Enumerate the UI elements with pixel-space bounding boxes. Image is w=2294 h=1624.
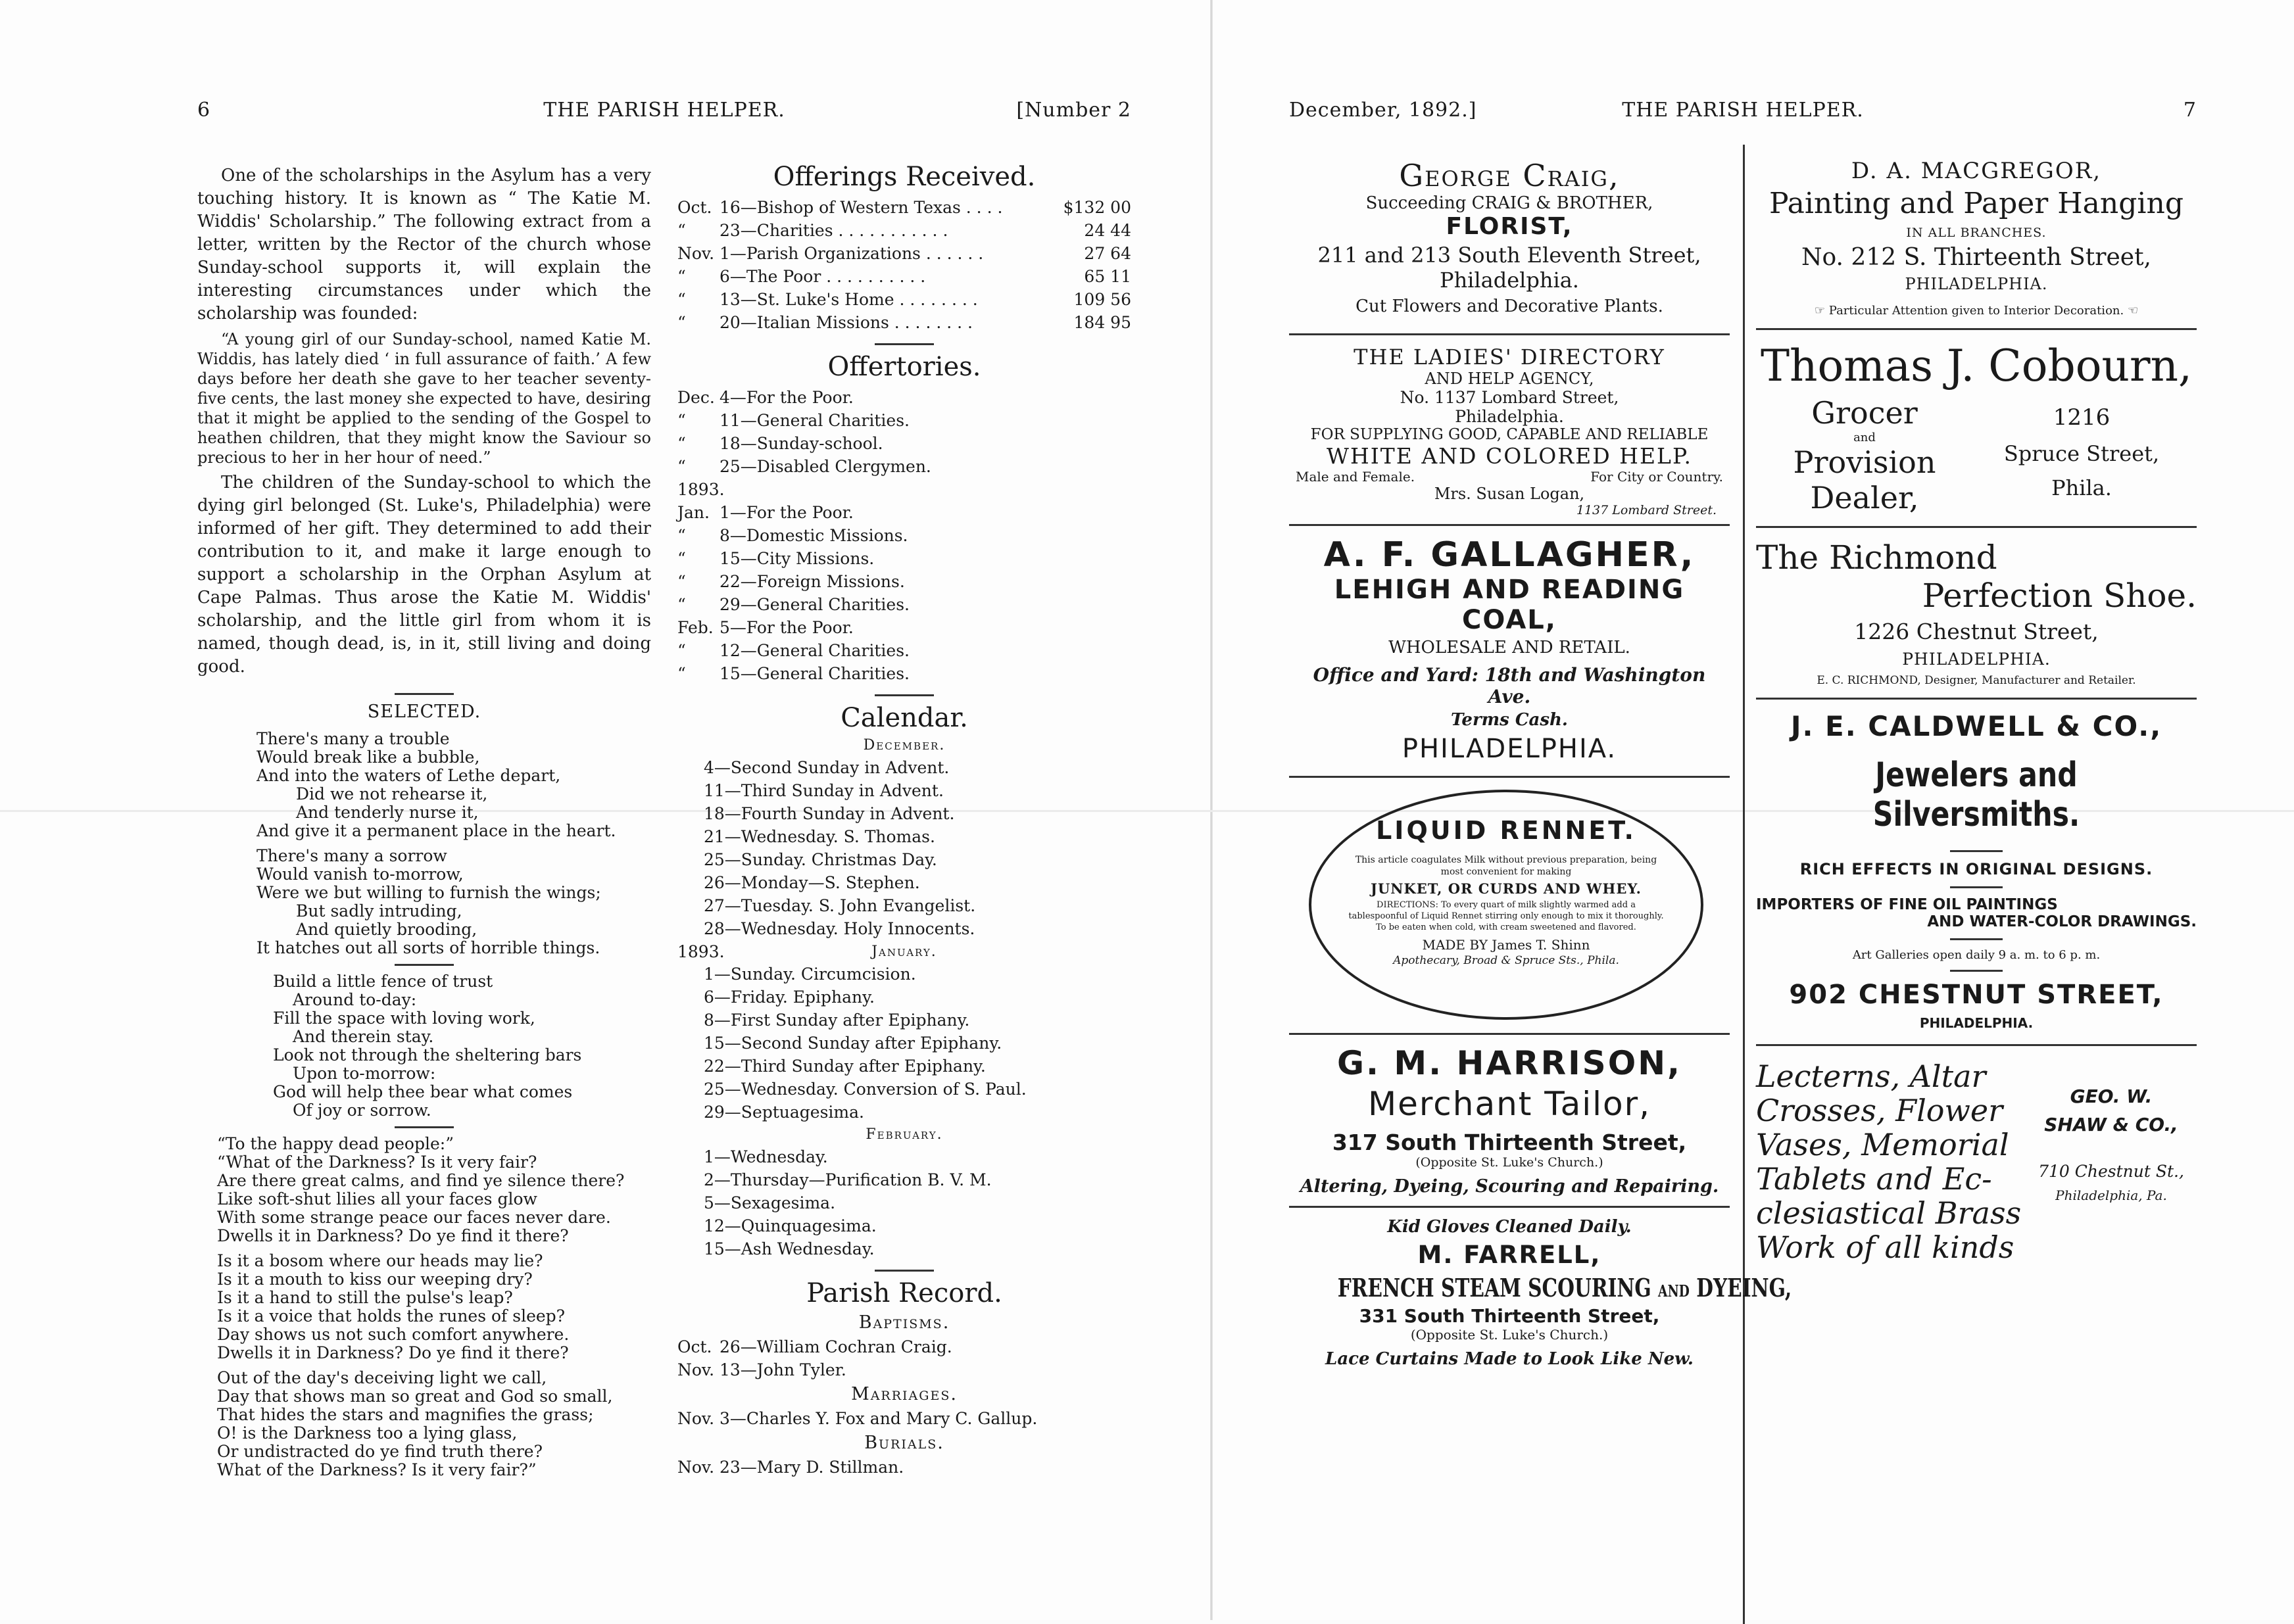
cobourn-provision: Provision bbox=[1793, 444, 1936, 480]
row-item: 1—For the Poor. bbox=[720, 503, 854, 522]
macgregor-branches: IN ALL BRANCHES. bbox=[1906, 226, 2047, 240]
farrell-gloves: Kid Gloves Cleaned Daily. bbox=[1387, 1217, 1632, 1237]
farrell-opposite: (Opposite St. Luke's Church.) bbox=[1410, 1327, 1609, 1343]
ad-rule bbox=[1756, 698, 2197, 700]
row-amount: 65 11 bbox=[1084, 267, 1131, 286]
poem-line: Is it a voice that holds the runes of sleep? bbox=[217, 1306, 566, 1325]
shaw-name1: GEO. W. bbox=[2070, 1086, 2153, 1107]
ads-column-left bbox=[1289, 158, 1792, 1369]
harrison-services: Altering, Dyeing, Scouring and Repairing. bbox=[1300, 1176, 1719, 1197]
issue-number: [Number 2 bbox=[1016, 99, 1131, 122]
calendar-entry: 8—First Sunday after Epiphany. bbox=[704, 1011, 970, 1030]
list-item bbox=[677, 432, 1131, 455]
baptisms-list bbox=[677, 1335, 1131, 1381]
craig-trade: FLORIST, bbox=[1446, 213, 1573, 240]
craig-address: 211 and 213 South Eleventh Street, bbox=[1317, 243, 1701, 268]
richmond-line2: Perfection Shoe. bbox=[1922, 577, 2197, 615]
gallagher-office: Office and Yard: 18th and Washington Ave. bbox=[1313, 664, 1706, 707]
list-item bbox=[677, 616, 1131, 639]
caldwell-ad bbox=[1756, 710, 2197, 1031]
row-month: 1893. bbox=[677, 480, 725, 499]
row-month: Oct. bbox=[677, 1337, 712, 1356]
caldwell-trade: Jewelers and Silversmiths. bbox=[1872, 755, 2080, 834]
calendar-entry: 25—Wednesday. Conversion of S. Paul. bbox=[704, 1080, 1027, 1099]
poem-stanza-3 bbox=[197, 972, 651, 1120]
left-page bbox=[197, 99, 1131, 1479]
poem-line: Like soft-shut lilies all your faces glow bbox=[217, 1189, 537, 1208]
right-page-title: THE PARISH HELPER. bbox=[1622, 99, 1864, 122]
caldwell-name: J. E. CALDWELL & CO., bbox=[1790, 710, 2162, 742]
poem-line: Dwells it in Darkness? Do ye find it there? bbox=[217, 1343, 569, 1362]
craig-ad bbox=[1289, 158, 1730, 316]
farrell-ad bbox=[1289, 1217, 1792, 1369]
row-amount: 27 64 bbox=[1084, 244, 1131, 263]
calendar-entry: 22—Third Sunday after Epiphany. bbox=[704, 1057, 986, 1076]
cobourn-grocer: Grocer bbox=[1811, 395, 1918, 431]
row-item: 4—For the Poor. bbox=[720, 388, 854, 407]
calendar-entry: 25—Sunday. Christmas Day. bbox=[704, 850, 937, 869]
poem-line: Is it a mouth to kiss our weeping dry? bbox=[217, 1270, 533, 1289]
row-amount: 184 95 bbox=[1073, 313, 1131, 332]
shaw-address: 710 Chestnut St., bbox=[2038, 1162, 2184, 1181]
calendar-entry: 6—Friday. Epiphany. bbox=[704, 988, 875, 1007]
list-item bbox=[677, 547, 1131, 570]
rennet-apothecary: Apothecary, Broad & Spruce Sts., Phila. bbox=[1393, 954, 1619, 967]
macgregor-name: D. A. MACGREGOR, bbox=[1851, 158, 2102, 184]
caldwell-address: 902 CHESTNUT STREET, bbox=[1789, 980, 2164, 1010]
pointing-hand-icon: ☜ bbox=[2127, 304, 2139, 318]
poem-line: Or undistracted do ye find truth there? bbox=[217, 1442, 543, 1461]
poem-line: “What of the Darkness? Is it very fair? bbox=[217, 1153, 537, 1172]
rennet-ad bbox=[1289, 790, 1730, 1026]
cobourn-number: 1216 bbox=[2053, 404, 2111, 431]
ladies-help: WHITE AND COLORED HELP. bbox=[1327, 443, 1692, 469]
row-month: Nov. bbox=[677, 244, 715, 263]
list-item bbox=[677, 1335, 1131, 1358]
shaw-city: Philadelphia, Pa. bbox=[2055, 1187, 2167, 1203]
row-item: 29—General Charities. bbox=[720, 595, 910, 614]
row-item: 6—The Poor . . . . . . . . . . bbox=[720, 267, 926, 286]
ladies-supply: FOR SUPPLYING GOOD, CAPABLE AND RELIABLE bbox=[1310, 426, 1709, 443]
divider bbox=[875, 694, 934, 696]
gallagher-sale: WHOLESALE AND RETAIL. bbox=[1388, 638, 1630, 657]
calendar-entry: 1—Wednesday. bbox=[704, 1147, 828, 1166]
calendar-january bbox=[677, 963, 1131, 1124]
gallagher-terms: Terms Cash. bbox=[1451, 710, 1568, 730]
calendar-entry: 4—Second Sunday in Advent. bbox=[704, 758, 950, 777]
harrison-ad bbox=[1289, 1044, 1730, 1197]
offertories-list bbox=[677, 386, 1131, 685]
craig-succeeding: Succeeding CRAIG & BROTHER, bbox=[1365, 193, 1653, 213]
richmond-ad bbox=[1756, 538, 2197, 687]
row-item: 13—St. Luke's Home . . . . . . . . bbox=[720, 290, 978, 309]
calendar-entry: 29—Septuagesima. bbox=[704, 1103, 864, 1122]
ad-rule bbox=[1289, 776, 1730, 778]
row-item: 15—City Missions. bbox=[720, 549, 875, 568]
row-month: “ bbox=[677, 664, 686, 683]
ladies-address: No. 1137 Lombard Street, bbox=[1400, 388, 1619, 407]
list-item bbox=[677, 265, 1131, 288]
poem-line: There's many a trouble bbox=[256, 729, 450, 748]
poem-line: What of the Darkness? Is it very fair?” bbox=[217, 1460, 537, 1479]
poem-line: Upon to-morrow: bbox=[293, 1064, 436, 1083]
offerings-list bbox=[677, 196, 1131, 334]
divider bbox=[875, 343, 934, 345]
poem-line: Look not through the sheltering bars bbox=[273, 1045, 582, 1064]
parish-record-heading: Parish Record. bbox=[806, 1278, 1002, 1308]
calendar-entry: 5—Sexagesima. bbox=[704, 1193, 836, 1212]
list-item bbox=[677, 242, 1131, 265]
shaw-ad bbox=[1756, 1059, 2197, 1264]
ads-column-right bbox=[1756, 158, 2197, 1264]
gallagher-ad bbox=[1289, 535, 1730, 764]
cobourn-dealer: Dealer, bbox=[1810, 480, 1919, 515]
selected-heading: SELECTED. bbox=[367, 702, 481, 722]
row-month: “ bbox=[677, 290, 686, 309]
harrison-trade: Merchant Tailor, bbox=[1367, 1085, 1651, 1123]
shaw-line: clesiastical Brass bbox=[1756, 1195, 2022, 1231]
ladies-city: Philadelphia. bbox=[1455, 407, 1564, 426]
calendar-year: 1893. bbox=[677, 942, 725, 961]
calendar-entry: 21—Wednesday. S. Thomas. bbox=[704, 827, 935, 846]
list-item bbox=[677, 501, 1131, 524]
scholarship-intro: One of the scholarships in the Asylum has a very touching history. It is known as “ The Katie M. Widdis' Scholarship.” The following extract from a letter, written by the Rector of the church whose Sunday-school supports it, will explain the interesting circumstances under which the scholarship was founded: bbox=[197, 166, 651, 323]
column-rule bbox=[1743, 145, 1745, 1624]
rennet-title: LIQUID RENNET. bbox=[1376, 816, 1636, 845]
calendar-entry: 11—Third Sunday in Advent. bbox=[704, 781, 944, 800]
row-item: 25—Disabled Clergymen. bbox=[720, 457, 931, 476]
list-item bbox=[677, 478, 1131, 501]
shaw-list bbox=[1756, 1059, 2026, 1264]
shaw-line: Tablets and Ec- bbox=[1756, 1161, 1992, 1197]
poem-line: And tenderly nurse it, bbox=[296, 803, 479, 822]
row-item: 26—William Cochran Craig. bbox=[720, 1337, 952, 1356]
row-item: 20—Italian Missions . . . . . . . . bbox=[720, 313, 973, 332]
divider bbox=[395, 964, 454, 966]
poem-line: And quietly brooding, bbox=[296, 920, 477, 939]
macgregor-trade: Painting and Paper Hanging bbox=[1769, 187, 2184, 220]
row-month: Feb. bbox=[677, 618, 714, 637]
poem-line: Dwells it in Darkness? Do ye find it there? bbox=[217, 1226, 569, 1245]
poem-line: Did we not rehearse it, bbox=[296, 784, 488, 803]
row-amount: 24 44 bbox=[1084, 221, 1131, 240]
ad-rule bbox=[1756, 328, 2197, 330]
rennet-directions: DIRECTIONS: To every quart of milk slightly warmed add a tablespoonful of Liquid Rennet stirring only enough to mix it thoroughly. To be eaten when cold, with cream sweetened and flavored. bbox=[1348, 900, 1664, 932]
poem-line: There's many a sorrow bbox=[256, 846, 447, 865]
poem-line: With some strange peace our faces never dare. bbox=[217, 1208, 611, 1227]
list-item bbox=[677, 288, 1131, 311]
poem-line: That hides the stars and magnifies the grass; bbox=[217, 1405, 594, 1424]
list-item bbox=[677, 196, 1131, 219]
row-item: 16—Bishop of Western Texas . . . . bbox=[720, 198, 1003, 217]
burials-label: Burials. bbox=[864, 1433, 944, 1453]
poem-line: Are there great calms, and find ye silence there? bbox=[217, 1171, 625, 1190]
poem-line: “To the happy dead people:” bbox=[217, 1134, 454, 1153]
poem-line: Day shows us not such comfort anywhere. bbox=[217, 1325, 570, 1344]
poem-line: And into the waters of Lethe depart, bbox=[256, 766, 561, 785]
poem-line: Day that shows man so great and God so small, bbox=[217, 1387, 613, 1406]
row-month: “ bbox=[677, 595, 686, 614]
caldwell-importers1: IMPORTERS OF FINE OIL PAINTINGS bbox=[1756, 896, 2058, 913]
divider bbox=[395, 1126, 454, 1128]
rennet-junket: JUNKET, OR CURDS AND WHEY. bbox=[1371, 880, 1642, 897]
ladies-directory-ad bbox=[1289, 345, 1730, 517]
poem-line: But sadly intruding, bbox=[296, 901, 462, 920]
marriages-label: Marriages. bbox=[851, 1384, 958, 1404]
right-column bbox=[677, 158, 1131, 1479]
row-month: “ bbox=[677, 572, 686, 591]
row-item: 3—Charles Y. Fox and Mary C. Gallup. bbox=[720, 1409, 1038, 1428]
poem-line: Would break like a bubble, bbox=[256, 748, 480, 767]
row-month: Oct. bbox=[677, 198, 712, 217]
row-month: “ bbox=[677, 221, 686, 240]
row-month: Nov. bbox=[677, 1409, 715, 1428]
caldwell-importers2: AND WATER-COLOR DRAWINGS. bbox=[1927, 913, 2197, 930]
cobourn-ad: Thomas J. Cobourn, Grocer and Provision Dealer, 1216 Spruce Street, Phila. bbox=[1756, 341, 2197, 515]
row-item: 18—Sunday-school. bbox=[720, 434, 883, 453]
left-column bbox=[197, 164, 651, 1479]
calendar-entry: 18—Fourth Sunday in Advent. bbox=[704, 804, 955, 823]
macgregor-note: ☞ Particular Attention given to Interior Decoration. ☜ bbox=[1814, 304, 2139, 318]
shaw-line: Lecterns, Altar bbox=[1756, 1059, 1986, 1094]
ad-rule bbox=[1756, 1044, 2197, 1046]
cobourn-name: Thomas J. Cobourn, bbox=[1760, 341, 2193, 391]
macgregor-city: PHILADELPHIA. bbox=[1905, 275, 2048, 293]
row-month: “ bbox=[677, 267, 686, 286]
list-item bbox=[677, 662, 1131, 685]
row-month: “ bbox=[677, 549, 686, 568]
issue-date: December, 1892.] bbox=[1289, 99, 1477, 122]
poem-stanza-1 bbox=[197, 730, 651, 840]
richmond-line1: The Richmond bbox=[1756, 538, 1997, 577]
farrell-name: M. FARRELL, bbox=[1417, 1241, 1601, 1269]
farrell-lace: Lace Curtains Made to Look Like New. bbox=[1325, 1349, 1694, 1369]
ad-rule bbox=[1289, 524, 1730, 526]
offertories-heading: Offertories. bbox=[827, 352, 981, 382]
poem-line: And therein stay. bbox=[293, 1027, 434, 1046]
scholarship-closing: The children of the Sunday-school to which the dying girl belonged (St. Luke's, Philadelphia) were informed of her gift. They determined to add their contribution to it, and make it large enough to support a scholarship in the Orphan Asylum at Cape Palmas. Thus arose the Katie M. Widdis' scholarship, and the little girl from whom it is named, though dead, is, in it, still living and doing good. bbox=[197, 473, 651, 677]
calendar-entry: 26—Monday—S. Stephen. bbox=[704, 873, 920, 892]
calendar-january-label: January. bbox=[871, 943, 937, 960]
list-item bbox=[677, 386, 1131, 409]
calendar-entry: 28—Wednesday. Holy Innocents. bbox=[704, 919, 975, 938]
shaw-line: Vases, Memorial bbox=[1756, 1127, 2009, 1162]
list-item bbox=[677, 593, 1131, 616]
harrison-address: 317 South Thirteenth Street, bbox=[1332, 1130, 1687, 1155]
row-item: 1—Parish Organizations . . . . . . bbox=[720, 244, 984, 263]
list-item bbox=[677, 524, 1131, 547]
rennet-desc: This article coagulates Milk without previous preparation, being most convenient for making bbox=[1355, 855, 1657, 877]
calendar-february-label: February. bbox=[866, 1126, 943, 1143]
craig-city: Philadelphia. bbox=[1440, 268, 1579, 293]
divider bbox=[395, 693, 454, 695]
caldwell-hours: Art Galleries open daily 9 a. m. to 6 p. m. bbox=[1852, 948, 2101, 962]
row-month: Dec. bbox=[677, 388, 715, 407]
richmond-note: E. C. RICHMOND, Designer, Manufacturer and Retailer. bbox=[1817, 674, 2136, 687]
macgregor-ad bbox=[1756, 158, 2197, 318]
left-running-head bbox=[197, 99, 1131, 138]
row-month: Nov. bbox=[677, 1360, 715, 1379]
poem-line: Out of the day's deceiving light we call, bbox=[217, 1368, 547, 1387]
list-item bbox=[677, 455, 1131, 478]
ladies-title: THE LADIES' DIRECTORY bbox=[1354, 345, 1665, 370]
poem-line: Build a little fence of trust bbox=[273, 972, 493, 991]
row-item: 13—John Tyler. bbox=[720, 1360, 846, 1379]
row-month: Jan. bbox=[677, 503, 710, 522]
calendar-heading: Calendar. bbox=[841, 703, 968, 733]
scholarship-quote: “A young girl of our Sunday-school, named Katie M. Widdis, has lately died ‘ in full assurance of faith.’ A few days before her death she gave to her teacher seventy-five cents, the last money she expected to have, desiring that it might be applied to the sending of the Gospel to heathen children, that they might know the Saviour so precious to her in her hour of need.” bbox=[197, 330, 651, 467]
list-item bbox=[677, 311, 1131, 334]
ad-rule bbox=[1756, 526, 2197, 528]
shaw-line: Crosses, Flower bbox=[1756, 1093, 2003, 1128]
burials-list bbox=[677, 1456, 1131, 1479]
row-month: “ bbox=[677, 434, 686, 453]
ad-rule bbox=[1289, 333, 1730, 335]
row-item: 22—Foreign Missions. bbox=[720, 572, 905, 591]
list-item bbox=[677, 570, 1131, 593]
ad-rule bbox=[1289, 1033, 1730, 1035]
poem-line: O! is the Darkness too a lying glass, bbox=[217, 1423, 518, 1443]
row-month: “ bbox=[677, 313, 686, 332]
row-month: “ bbox=[677, 411, 686, 430]
poem-line: God will help thee bear what comes bbox=[273, 1082, 573, 1101]
craig-line: Cut Flowers and Decorative Plants. bbox=[1355, 297, 1663, 316]
divider bbox=[875, 1270, 934, 1272]
harrison-name: G. M. HARRISON, bbox=[1336, 1044, 1682, 1082]
page-number-right: 7 bbox=[2183, 99, 2197, 122]
row-month: “ bbox=[677, 457, 686, 476]
caldwell-rich: RICH EFFECTS IN ORIGINAL DESIGNS. bbox=[1799, 860, 2153, 878]
poem-line: Around to-day: bbox=[293, 990, 417, 1009]
row-month: Nov. bbox=[677, 1458, 715, 1477]
calendar-december-label: December. bbox=[863, 737, 946, 753]
shaw-line: Work of all kinds bbox=[1756, 1230, 2014, 1265]
cobourn-city: Phila. bbox=[2051, 475, 2112, 500]
farrell-address: 331 South Thirteenth Street, bbox=[1359, 1305, 1660, 1327]
poem-line: Would vanish to-morrow, bbox=[256, 865, 464, 884]
ladies-sub: AND HELP AGENCY, bbox=[1425, 370, 1594, 388]
baptisms-label: Baptisms. bbox=[858, 1312, 950, 1333]
calendar-february bbox=[677, 1145, 1131, 1260]
row-amount: $132 00 bbox=[1063, 198, 1131, 217]
ladies-terms: Male and Female. For City or Country. bbox=[1296, 469, 1723, 485]
poem-stanza-4 bbox=[197, 1135, 651, 1245]
row-item: 11—General Charities. bbox=[720, 411, 910, 430]
richmond-city: PHILADELPHIA. bbox=[1902, 650, 2051, 669]
cobourn-street: Spruce Street, bbox=[2003, 441, 2160, 466]
list-item bbox=[677, 409, 1131, 432]
poem-line: And give it a permanent place in the heart. bbox=[256, 821, 616, 840]
page-number-left: 6 bbox=[197, 99, 211, 122]
row-amount: 109 56 bbox=[1073, 290, 1131, 309]
poem-stanza-5 bbox=[197, 1252, 651, 1362]
poem-line: It hatches out all sorts of horrible things. bbox=[256, 938, 600, 957]
calendar-entry: 15—Second Sunday after Epiphany. bbox=[704, 1034, 1002, 1053]
shaw-name2: SHAW & CO., bbox=[2044, 1114, 2178, 1135]
poem-stanza-6 bbox=[197, 1369, 651, 1479]
calendar-december bbox=[677, 756, 1131, 940]
list-item bbox=[677, 219, 1131, 242]
calendar-entry: 15—Ash Wednesday. bbox=[704, 1239, 875, 1258]
row-item: 5—For the Poor. bbox=[720, 618, 854, 637]
calendar-entry: 1—Sunday. Circumcision. bbox=[704, 965, 916, 984]
row-item: 23—Charities . . . . . . . . . . . bbox=[720, 221, 948, 240]
left-page-title: THE PARISH HELPER. bbox=[543, 99, 785, 122]
list-item bbox=[677, 1407, 1131, 1430]
rennet-oval bbox=[1309, 790, 1703, 1020]
gallagher-name: A. F. GALLAGHER, bbox=[1323, 535, 1696, 575]
right-page bbox=[1289, 99, 2197, 1369]
row-month: “ bbox=[677, 526, 686, 545]
list-item bbox=[677, 1456, 1131, 1479]
richmond-address: 1226 Chestnut Street, bbox=[1854, 619, 2099, 644]
calendar-entry: 27—Tuesday. S. John Evangelist. bbox=[704, 896, 976, 915]
ladies-contact: Mrs. Susan Logan, bbox=[1434, 485, 1585, 503]
row-item bbox=[720, 478, 1131, 501]
caldwell-city: PHILADELPHIA. bbox=[1919, 1015, 2034, 1031]
poem-line: Is it a bosom where our heads may lie? bbox=[217, 1251, 543, 1270]
row-item: 23—Mary D. Stillman. bbox=[720, 1458, 904, 1477]
list-item bbox=[677, 639, 1131, 662]
farrell-trade: FRENCH STEAM SCOURING AND DYEING, bbox=[1337, 1273, 1792, 1302]
row-month: “ bbox=[677, 641, 686, 660]
macgregor-address: No. 212 S. Thirteenth Street, bbox=[1801, 244, 2151, 271]
row-item: 15—General Charities. bbox=[720, 664, 910, 683]
ladies-contact-address: 1137 Lombard Street. bbox=[1576, 503, 1717, 517]
rennet-maker: MADE BY James T. Shinn bbox=[1422, 937, 1590, 953]
poem-stanza-2 bbox=[197, 847, 651, 957]
right-running-head bbox=[1289, 99, 2197, 138]
row-item: 8—Domestic Missions. bbox=[720, 526, 908, 545]
list-item bbox=[677, 1358, 1131, 1381]
harrison-opposite: (Opposite St. Luke's Church.) bbox=[1415, 1155, 1603, 1170]
pointing-hand-icon: ☞ bbox=[1814, 304, 1826, 318]
marriages-list bbox=[677, 1407, 1131, 1430]
ad-rule bbox=[1289, 1206, 1730, 1208]
craig-name: George Craig, bbox=[1399, 158, 1620, 193]
poem-line: Is it a hand to still the pulse's leap? bbox=[217, 1288, 513, 1307]
row-item: 12—General Charities. bbox=[720, 641, 910, 660]
gallagher-coal: LEHIGH AND READING COAL, bbox=[1334, 575, 1685, 635]
poem-line: Fill the space with loving work, bbox=[273, 1009, 535, 1028]
offerings-heading: Offerings Received. bbox=[773, 162, 1036, 192]
poem-line: Were we but willing to furnish the wings; bbox=[256, 883, 601, 902]
calendar-entry: 12—Quinquagesima. bbox=[704, 1216, 877, 1235]
gallagher-city: PHILADELPHIA. bbox=[1402, 734, 1617, 764]
calendar-entry: 2—Thursday—Purification B. V. M. bbox=[704, 1170, 992, 1189]
poem-line: Of joy or sorrow. bbox=[293, 1101, 431, 1120]
